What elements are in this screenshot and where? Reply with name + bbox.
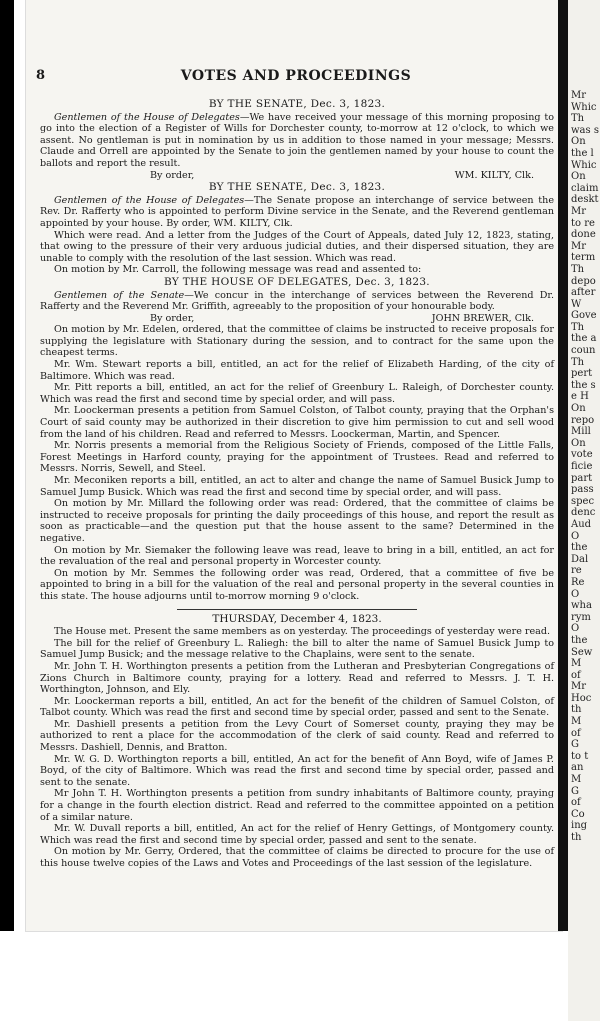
facing-page-text: the	[571, 634, 588, 646]
facing-page-text: ing	[571, 820, 588, 832]
paragraph	[40, 568, 554, 603]
paragraph	[40, 696, 554, 719]
facing-page-text: coun	[571, 345, 596, 357]
signature-line	[40, 313, 554, 325]
facing-page-text: M	[571, 716, 582, 728]
facing-page-text: Th	[571, 356, 585, 368]
facing-page-text: th	[571, 832, 582, 843]
facing-page-text: the l	[571, 147, 594, 159]
facing-page-text: Th	[571, 321, 585, 333]
facing-page-text: the	[571, 542, 588, 554]
paragraph-text: The bill for the relief of Greenbury L. Raliegh: the bill to alter the name of Samuel Busick Jump to Samuel Jump Busick; and the message relative to the Chaplains, were sent to the senate.	[40, 637, 554, 661]
facing-page-text: an	[571, 762, 584, 774]
facing-page-text: G	[571, 785, 579, 797]
facing-page-text: On	[571, 136, 586, 148]
salutation: Gentlemen of the Senate	[54, 289, 185, 301]
paragraph-text: On motion by Mr. Millard the following order was read: Ordered, that the committee of claims be instructed to receive proposals for printing the daily proceedings of this house, and report the result as soon as practicable—and the question put that the house assent to the same? Determined in the negative.	[40, 498, 554, 544]
paragraph-text: Which were read. And a letter from the Judges of the Court of Appeals, dated July 12, 1823, stating, that owing to the pressure of their very arduous judicial duties, and their dispersed situation, they are unable to comply with the resolution of the last session. Which was read.	[40, 229, 554, 264]
facing-page-text: Mr	[571, 90, 587, 101]
facing-page-text: On	[571, 171, 586, 183]
facing-page-text: Co	[571, 808, 585, 820]
paragraph	[40, 475, 554, 498]
paragraph-text: Mr. Meconiken reports a bill, entitled, an act to alter and change the name of Samuel Busick Jump to Samuel Jump Busick. Which was read the first and second time by special order, and will pass.	[40, 475, 554, 498]
paragraph-text: Mr. Loockerman presents a petition from Samuel Colston, of Talbot county, praying that the Orphan's Court of said county may be authorized in their discretion to give him permission to cut and sell wood from the land of his children. Read and referred to Messrs. Loockerman, Martin, and Spencer.	[40, 405, 554, 440]
book-gutter	[558, 0, 568, 931]
facing-page-text: On	[571, 437, 586, 449]
facing-page-text: th	[571, 704, 582, 716]
facing-page-text: G	[571, 739, 579, 751]
paragraph-text: On motion by Mr. Carroll, the following message was read and assented to:	[54, 264, 422, 276]
paragraph	[40, 661, 554, 696]
facing-page-text: to re	[571, 217, 595, 229]
facing-page-text: after	[571, 287, 596, 299]
facing-page-text: Re	[571, 576, 585, 588]
paragraph-text: Mr. Dashiell presents a petition from the Levy Court of Somerset county, praying they may be authorized to rent a place for the accommodation of the clerk of said county. Read and referred to Messrs. Dashiell, Dennis, and Bratton.	[40, 718, 554, 754]
document-body	[40, 98, 554, 870]
facing-page-text: wha	[571, 600, 592, 612]
paragraph	[40, 545, 554, 568]
facing-page-text: claim	[571, 182, 599, 194]
paragraph-text: Mr. W. G. D. Worthington reports a bill, entitled, An act for the benefit of Ann Boyd, wife of James P. Boyd, of the city of Baltimore. Which was read the first and second time by special order, passed and sent to the senate.	[40, 753, 554, 788]
scan-border-left	[0, 0, 14, 931]
paragraph-text: The House met. Present the same members as on yesterday. The proceedings of yesterday were read.	[54, 626, 551, 638]
paragraph-text: —We have received your message of this morning proposing to go into the election of a Register of Wills for Dorchester county, to-morrow at 12 o'clock, to which we assent. No gentleman is put in nomination by us in addition to those named in your message; Messrs. Claude and Orrell are appointed by the Senate to join the gentlemen named by your house to count the ballots and report the result.	[40, 111, 554, 169]
facing-page-text: Sew	[571, 646, 593, 658]
facing-page-text: e H	[571, 391, 589, 403]
paragraph-text: Mr. Pitt reports a bill, entitled, an act for the relief of Greenbury L. Raleigh, of Dorchester county. Which was read the first and second time by special order, and will pass.	[40, 382, 554, 405]
paragraph-text: Mr John T. H. Worthington presents a petition from sundry inhabitants of Baltimore county, praying for a change in the fourth election district. Read and referred to the committee appointed on a petition of a similar nature.	[40, 788, 554, 823]
facing-page-text: part	[571, 472, 593, 484]
facing-page-text: O	[571, 623, 580, 635]
paragraph-text: —The Senate propose an interchange of service between the Rev. Dr. Rafferty who is appointed to perform Divine service in the Senate, and the Reverend gentleman appointed by your house. By order, WM. KILTY, Clk.	[40, 194, 554, 229]
paragraph-text: Mr. Wm. Stewart reports a bill, entitled, an act for the relief of Elizabeth Harding, of the city of Baltimore. Which was read.	[40, 359, 554, 382]
paragraph-text: On motion by Mr. Semmes the following order was read, Ordered, that a committee of five be appointed to bring in a bill for the valuation of the real and personal property in the several counties in this state. The house adjourns until to-morrow morning 9 o'clock.	[40, 567, 554, 602]
facing-page-text: Hoc	[571, 692, 592, 704]
facing-page-text: done	[571, 229, 596, 241]
paragraph	[40, 405, 554, 440]
signature-name: WM. KILTY, Clk.	[454, 169, 534, 181]
facing-page-text: spec	[571, 495, 595, 507]
facing-page-text: vote	[571, 449, 593, 461]
section-heading: BY THE SENATE, Dec. 3, 1823.	[208, 181, 386, 194]
paragraph	[40, 264, 554, 276]
section-heading: BY THE SENATE, Dec. 3, 1823.	[208, 98, 386, 110]
facing-page-text: Whic	[571, 101, 597, 113]
paragraph	[40, 195, 554, 230]
paragraph-text: —We concur in the interchange of services between the Reverend Dr. Rafferty and the Reverend Mr. Griffith, agreeably to the proposition of your honourable body.	[40, 289, 554, 313]
page-number: 8	[36, 68, 46, 83]
facing-page-text: deskt	[571, 194, 599, 206]
signature-line	[40, 170, 554, 182]
paragraph	[40, 359, 554, 382]
paragraph	[40, 112, 554, 170]
facing-page-text: Mr	[571, 205, 587, 217]
facing-page-text: of	[571, 797, 581, 809]
section-divider	[177, 609, 417, 610]
paragraph	[40, 382, 554, 405]
running-title: VOTES AND PROCEEDINGS	[180, 68, 412, 84]
paragraph	[40, 498, 554, 544]
paragraph	[40, 719, 554, 754]
facing-page-text: Th	[571, 113, 585, 125]
facing-page-text: the s	[571, 379, 596, 391]
facing-page-text: Th	[571, 263, 585, 275]
facing-page-text: of	[571, 727, 581, 739]
facing-page-text: pass	[571, 484, 594, 496]
facing-page-text: Dal	[571, 553, 589, 565]
facing-page-text: ficie	[571, 461, 593, 472]
facing-page-text: Gove	[571, 310, 597, 322]
paragraph	[40, 230, 554, 265]
paragraph-text: Mr. Loockerman reports a bill, entitled, An act for the benefit of the children of Samuel Colston, of Talbot county. Which was read the first and second time by special order, passed and sent to the Senate.	[40, 695, 554, 719]
paragraph	[40, 754, 554, 789]
paragraph-text: On motion by Mr. Gerry, Ordered, that the committee of claims be directed to procure for the use of this house twelve copies of the Laws and Votes and Proceedings of the last session of the legislature.	[40, 846, 554, 869]
paragraph	[40, 290, 554, 313]
facing-page-text: rym	[571, 611, 591, 623]
paragraph	[40, 846, 554, 869]
facing-page-text: Whic	[571, 159, 597, 171]
paragraph-text: Mr. John T. H. Worthington presents a petition from the Lutheran and Presbyterian Congregations of Zions Church in Baltimore county, praying for a lottery. Read and referred to Messrs. J. T. H. Worthington, Johnson, and Ely.	[40, 660, 554, 696]
salutation: Gentlemen of the House of Delegates	[54, 194, 245, 206]
paragraph	[40, 440, 554, 475]
facing-page-text: Aud	[571, 518, 592, 530]
signature-name: JOHN BREWER, Clk.	[431, 312, 534, 324]
facing-page-text: the a	[571, 333, 597, 345]
paragraph-text: Mr. Norris presents a memorial from the Religious Society of Friends, composed of the Little Falls, Forest Meetings in Harford county, praying for the appointment of Trustees. Read and referred to Messrs. Norris, Sewell, and Steel.	[40, 440, 554, 475]
paragraph-text: Mr. W. Duvall reports a bill, entitled, An act for the relief of Henry Gettings, of Montgomery county. Which was read the first and second time by special order, passed and sent to the senate.	[40, 823, 554, 846]
facing-page-text: to t	[571, 750, 589, 762]
facing-page-text: of	[571, 669, 581, 681]
paragraph	[40, 823, 554, 846]
facing-page-text: depo	[571, 275, 596, 287]
paragraph	[40, 788, 554, 823]
facing-page-text: Mr	[571, 240, 587, 252]
facing-page-text: denc	[571, 507, 596, 519]
facing-page-text: M	[571, 658, 582, 670]
facing-page-text: On	[571, 403, 586, 415]
facing-page-text: Mr	[571, 681, 587, 693]
paragraph	[40, 638, 554, 661]
facing-page-fragment	[568, 0, 600, 1021]
facing-page-text: Mill	[571, 426, 591, 438]
facing-page-text: W	[571, 298, 582, 310]
paragraph-text: On motion by Mr. Edelen, ordered, that the committee of claims be instructed to receive proposals for supplying the legislature with Stationary during the session, and to contract for the same upon the cheapest terms.	[40, 324, 554, 359]
paragraph-text: On motion by Mr. Siemaker the following leave was read, leave to bring in a bill, entitled, an act for the revaluation of the real and personal property in Worcester county.	[40, 544, 554, 568]
section-heading: BY THE HOUSE OF DELEGATES, Dec. 3, 1823.	[164, 275, 430, 288]
facing-page-text: re	[571, 565, 582, 577]
date-heading: THURSDAY, December 4, 1823.	[212, 612, 382, 625]
facing-page-text: repo	[571, 414, 595, 426]
facing-page-text: M	[571, 774, 582, 786]
paragraph	[40, 626, 554, 638]
paragraph	[40, 324, 554, 359]
salutation: Gentlemen of the House of Delegates	[54, 111, 240, 123]
facing-page-text: O	[571, 530, 580, 542]
facing-page-text: term	[571, 252, 596, 264]
facing-page-text: was s	[571, 124, 599, 136]
facing-page-text: O	[571, 588, 580, 600]
page-header	[36, 68, 556, 88]
signature-by: By order,	[150, 312, 195, 324]
facing-page-text: pert	[571, 368, 593, 380]
signature-by: By order,	[150, 169, 195, 181]
